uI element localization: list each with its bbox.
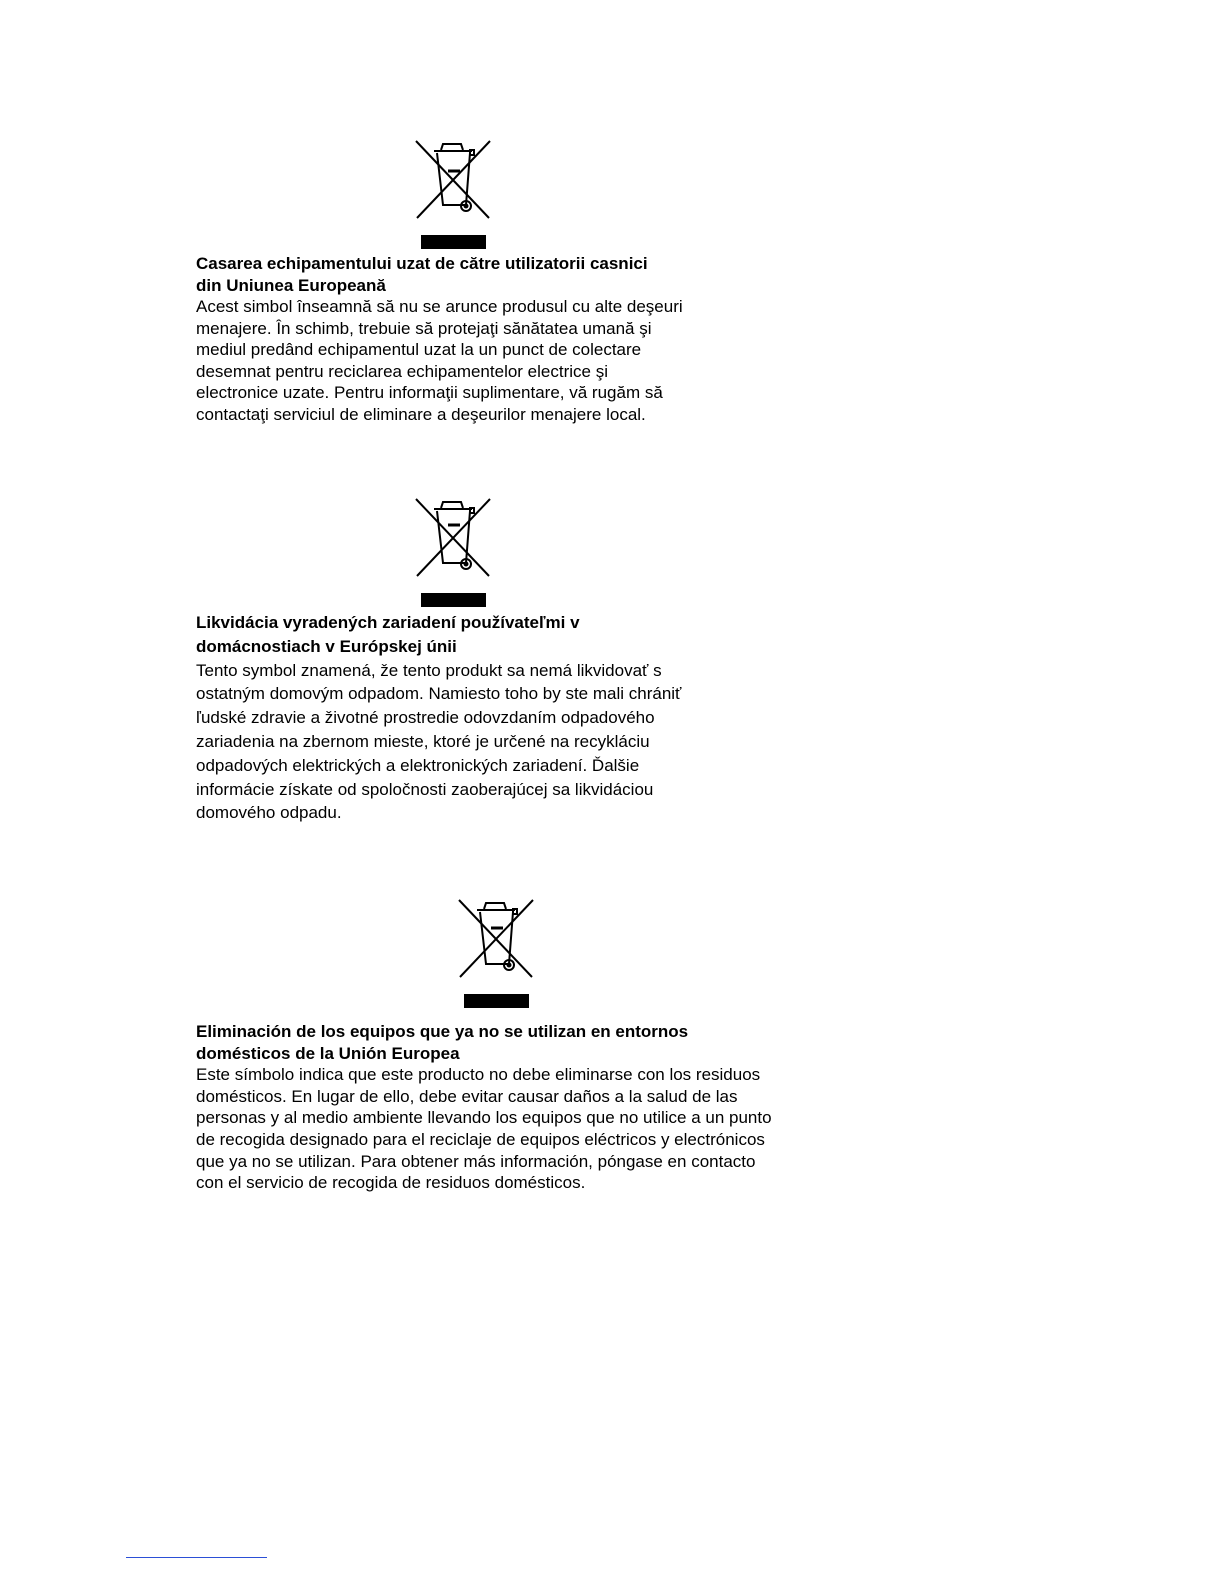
section-heading: Likvidácia vyradených zariadení používateľmi v	[196, 613, 580, 632]
section-heading: Casarea echipamentului uzat de către utilizatorii casnici	[196, 254, 648, 273]
section-heading: domácnostiach v Európskej únii	[196, 636, 457, 656]
weee-bin-icon	[457, 897, 537, 1009]
body-text: zariadenia na zbernom mieste, ktoré je určené na recykláciu	[196, 731, 650, 751]
body-text: electronice uzate. Pentru informaţii suplimentare, vă rugăm să	[196, 383, 663, 402]
body-text: Tento symbol znamená, že tento produkt sa nemá likvidovať s	[196, 660, 662, 680]
body-text: odpadových elektrických a elektronických zariadení. Ďalšie	[196, 755, 640, 775]
body-text: Acest simbol înseamnă să nu se arunce produsul cu alte deşeuri	[196, 297, 683, 316]
body-text: desemnat pentru reciclarea echipamentelor electrice şi	[196, 361, 608, 381]
disposal-notice-es	[196, 1021, 772, 1194]
body-text: que ya no se utilizan. Para obtener más información, póngase en contacto	[196, 1151, 756, 1171]
body-text: ľudské zdravie a životné prostredie odovzdaním odpadového	[196, 708, 655, 728]
body-text: mediul predând echipamentul uzat la un punct de colectare	[196, 340, 642, 359]
section-heading: domésticos de la Unión Europea	[196, 1043, 460, 1063]
disposal-notice-ro	[196, 253, 683, 425]
weee-bin-icon	[414, 138, 494, 250]
section-heading: din Uniunea Europeană	[196, 275, 386, 295]
weee-bin-icon	[414, 496, 494, 608]
body-text: informácie získate od spoločnosti zaoberajúcej sa likvidáciou	[196, 779, 654, 799]
body-text: personas y al medio ambiente llevando los equipos que no utilice a un punto	[196, 1108, 772, 1128]
body-text: Este símbolo indica que este producto no debe eliminarse con los residuos	[196, 1065, 761, 1085]
body-text: domového odpadu.	[196, 803, 342, 823]
body-text: con el servicio de recogida de residuos domésticos.	[196, 1173, 586, 1193]
footnote-divider	[126, 1557, 267, 1558]
body-text: menajere. În schimb, trebuie să protejaţi sănătatea umană şi	[196, 318, 652, 338]
section-heading: Eliminación de los equipos que ya no se utilizan en entornos	[196, 1022, 689, 1041]
body-text: domésticos. En lugar de ello, debe evitar causar daños a la salud de las	[196, 1086, 738, 1106]
body-text: contactaţi serviciul de eliminare a deşeurilor menajere local.	[196, 404, 646, 424]
body-text: ostatným domovým odpadom. Namiesto toho by ste mali chrániť	[196, 684, 682, 704]
body-text: de recogida designado para el reciclaje de equipos eléctricos y electrónicos	[196, 1129, 765, 1149]
disposal-notice-sk	[196, 611, 681, 825]
